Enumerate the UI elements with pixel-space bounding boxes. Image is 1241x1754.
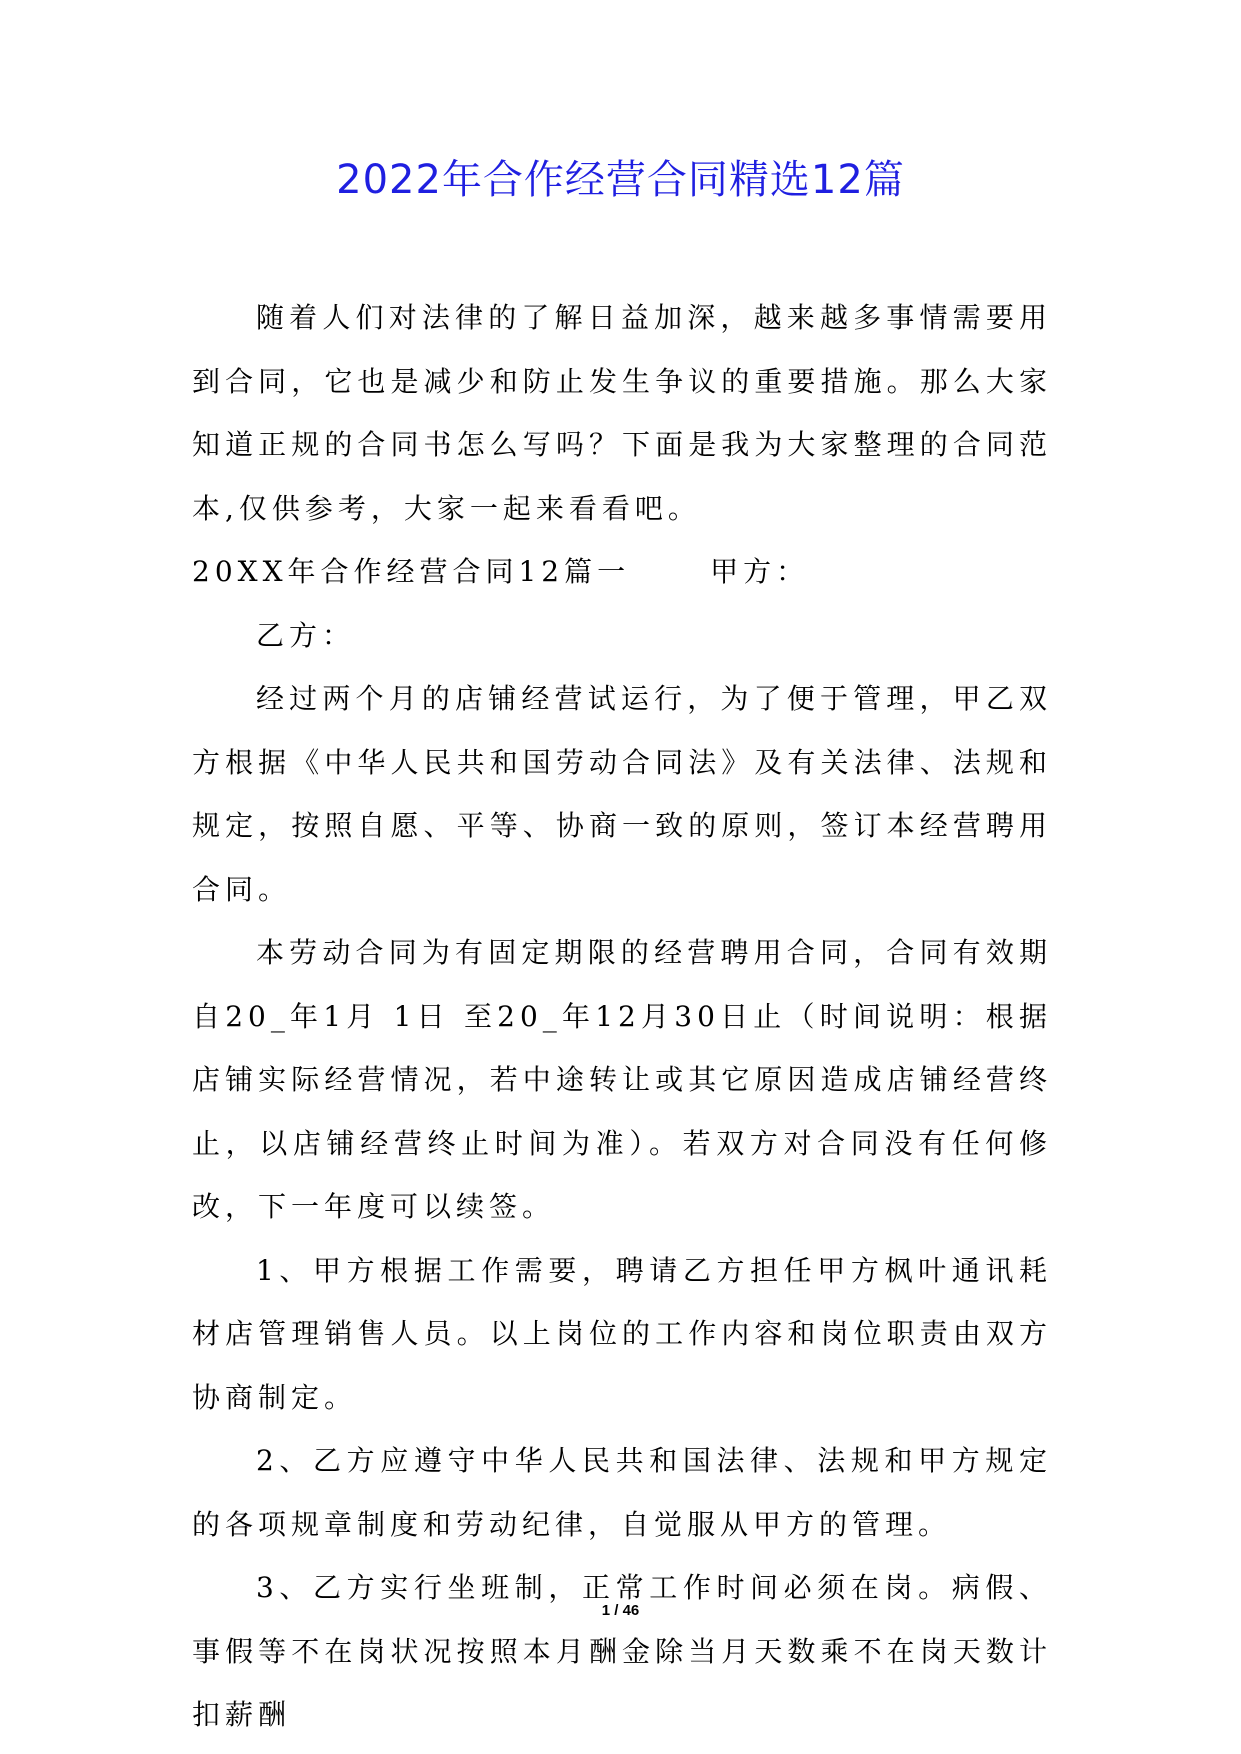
intro-paragraph: 随着人们对法律的了解日益加深，越来越多事情需要用到合同，它也是减少和防止发生争议的重要措施。那么大家知道正规的合同书怎么写吗？下面是我为大家整理的合同范本,仅供参考，大家一起来看看吧。 [192,301,1052,525]
section-title: 20XX年合作经营合同12篇一 [192,555,631,588]
clause-2: 2、乙方应遵守中华人民共和国法律、法规和甲方规定的各项规章制度和劳动纪律，自觉服从甲方的管理。 [192,1444,1052,1541]
document-title: 2022年合作经营合同精选12篇 [336,157,905,203]
clause-3: 3、乙方实行坐班制，正常工作时间必须在岗。病假、事假等不在岗状况按照本月酬金除当月天数乘不在岗天数计扣薪酬 [192,1571,1052,1731]
paragraph-contract-term: 本劳动合同为有固定期限的经营聘用合同，合同有效期自20_年1月 1日 至20_年12月30日止（时间说明：根据店铺实际经营情况，若中途转让或其它原因造成店铺经营终止，以店铺经营终止时间为准）。若双方对合同没有任何修改，下一年度可以续签。 [192,936,1052,1223]
document-body [192,286,1052,1747]
page-number: 1 / 46 [601,1602,640,1619]
party-b-label: 乙方： [256,618,356,652]
paragraph-agreement-basis: 经过两个月的店铺经营试运行，为了便于管理，甲乙双方根据《中华人民共和国劳动合同法》及有关法律、法规和规定，按照自愿、平等、协商一致的原则，签订本经营聘用合同。 [192,682,1052,906]
clause-1: 1、甲方根据工作需要，聘请乙方担任甲方枫叶通讯耗材店管理销售人员。以上岗位的工作内容和岗位职责由双方协商制定。 [192,1253,1052,1414]
section-heading-line [192,540,1052,604]
party-a-label: 甲方： [710,555,810,588]
